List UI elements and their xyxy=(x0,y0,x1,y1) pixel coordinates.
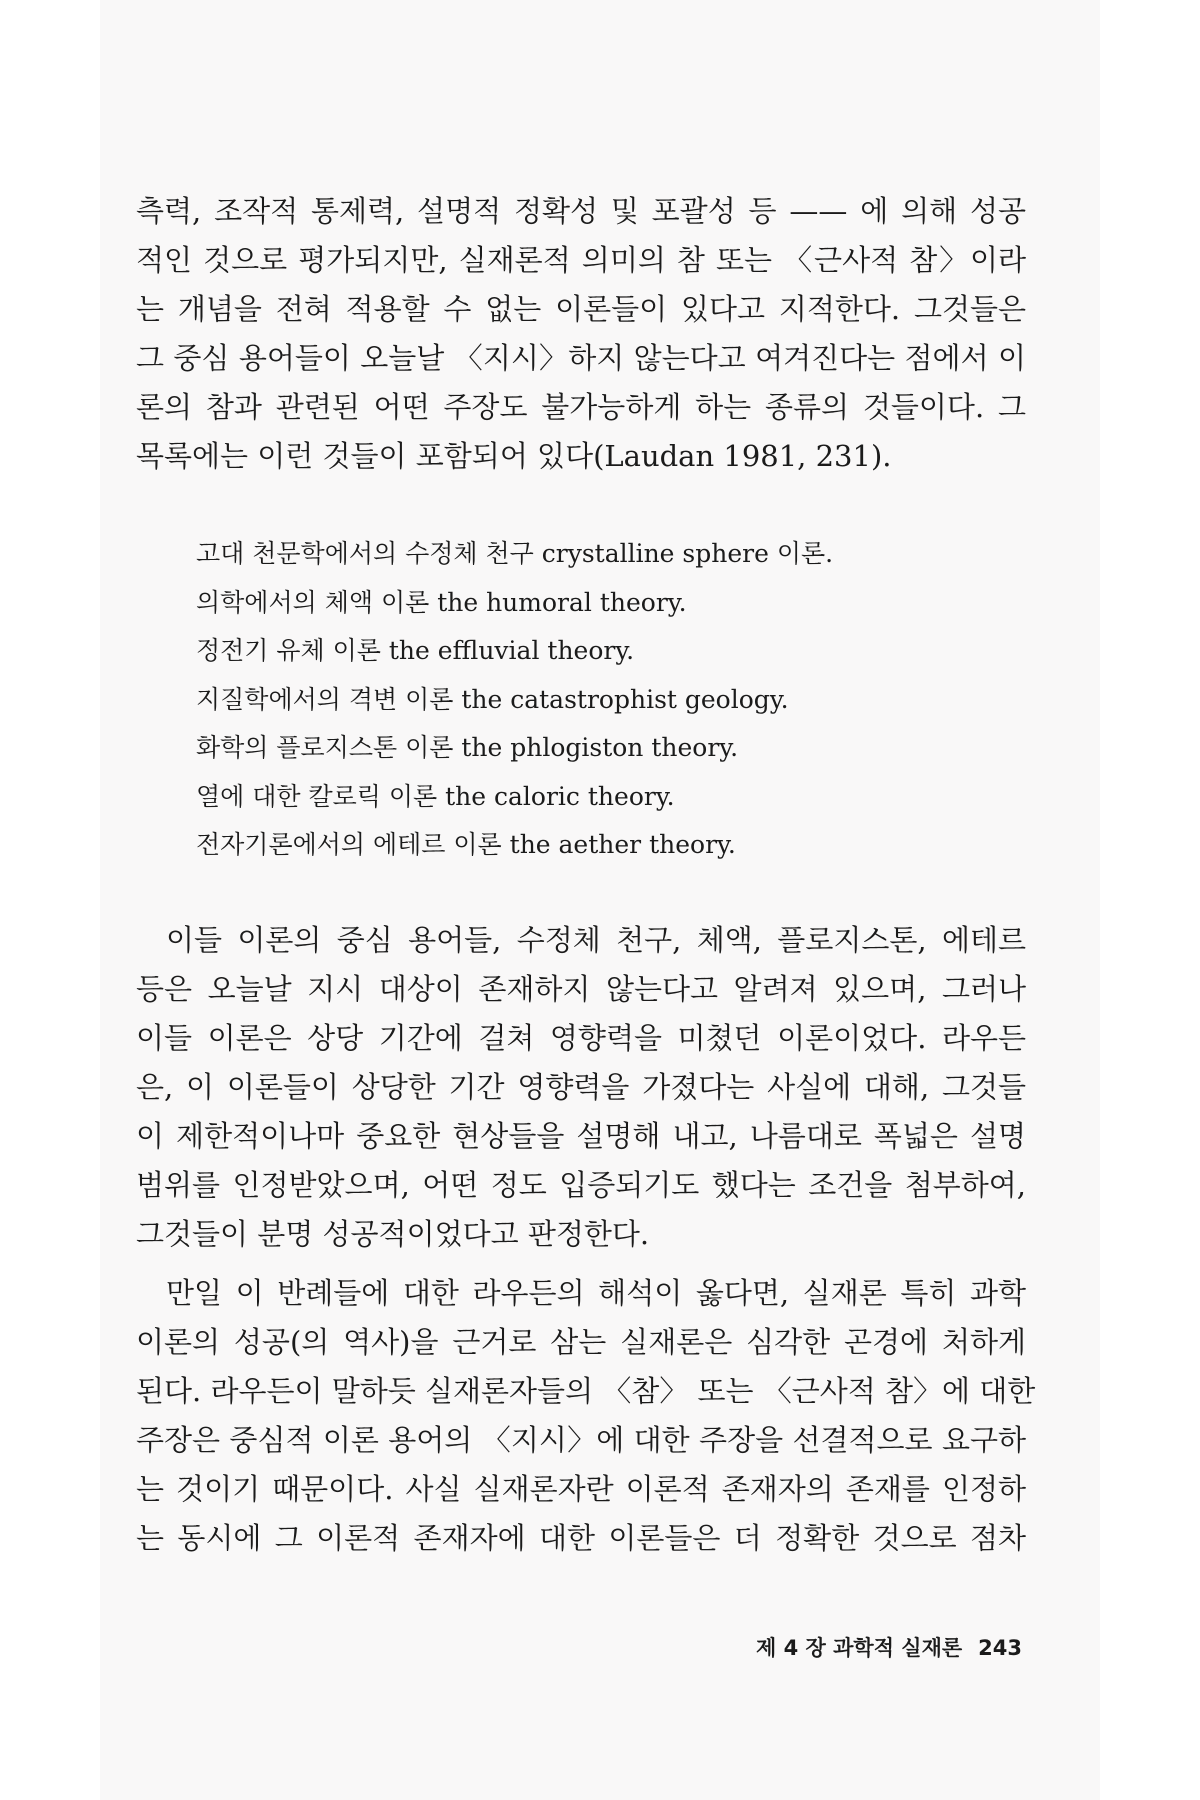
list-item: 지질학에서의 격변 이론 the catastrophist geology. xyxy=(196,684,789,714)
text-line: 목록에는 이런 것들이 포함되어 있다(Laudan 1981, 231). xyxy=(136,439,892,473)
paragraph-3 xyxy=(136,1269,1036,1563)
text-line: 이들 이론은 상당 기간에 걸쳐 영향력을 미쳤던 이론이었다. 라우든 xyxy=(136,1021,1026,1055)
list-item: 정전기 유체 이론 the effluvial theory. xyxy=(196,636,635,665)
text-line: 이론의 성공(의 역사)을 근거로 삼는 실재론은 심각한 곤경에 처하게 xyxy=(136,1325,1026,1359)
page-footer xyxy=(756,1632,1022,1662)
text-line: 론의 참과 관련된 어떤 주장도 불가능하게 하는 종류의 것들이다. 그 xyxy=(136,390,1026,424)
text-line: 그 중심 용어들이 오늘날 〈지시〉하지 않는다고 여겨진다는 점에서 이 xyxy=(136,341,1026,375)
text-line: 는 것이기 때문이다. 사실 실재론자란 이론적 존재자의 존재를 인정하 xyxy=(136,1472,1026,1506)
running-head: 제 4 장 과학적 실재론 xyxy=(756,1636,963,1660)
text-line: 만일 이 반례들에 대한 라우든의 해석이 옳다면, 실재론 특히 과학 xyxy=(166,1276,1026,1310)
example-list xyxy=(196,530,833,870)
text-line: 측력, 조작적 통제력, 설명적 정확성 및 포괄성 등 —— 에 의해 성공 xyxy=(136,194,1026,228)
text-line: 등은 오늘날 지시 대상이 존재하지 않는다고 알려져 있으며, 그러나 xyxy=(136,972,1026,1006)
paragraph-2 xyxy=(136,916,1026,1259)
list-item: 의학에서의 체액 이론 the humoral theory. xyxy=(196,587,687,617)
text-line: 범위를 인정받았으며, 어떤 정도 입증되기도 했다는 조건을 첨부하여, xyxy=(136,1168,1026,1202)
text-line: 적인 것으로 평가되지만, 실재론적 의미의 참 또는 〈근사적 참〉이라 xyxy=(136,243,1026,277)
text-line: 된다. 라우든이 말하듯 실재론자들의 〈참〉 또는 〈근사적 참〉에 대한 xyxy=(136,1374,1036,1408)
list-item: 화학의 플로지스톤 이론 the phlogiston theory. xyxy=(196,733,739,762)
text-line: 는 개념을 전혀 적용할 수 없는 이론들이 있다고 지적한다. 그것들은 xyxy=(136,292,1026,326)
page-number: 243 xyxy=(978,1636,1022,1660)
paragraph-1 xyxy=(136,187,1026,481)
text-line: 이들 이론의 중심 용어들, 수정체 천구, 체액, 플로지스톤, 에테르 xyxy=(166,923,1026,957)
text-line: 는 동시에 그 이론적 존재자에 대한 이론들은 더 정확한 것으로 점차 xyxy=(136,1521,1026,1555)
list-item: 전자기론에서의 에테르 이론 the aether theory. xyxy=(196,830,736,859)
text-line: 이 제한적이나마 중요한 현상들을 설명해 내고, 나름대로 폭넓은 설명 xyxy=(136,1119,1026,1153)
text-line: 주장은 중심적 이론 용어의 〈지시〉에 대한 주장을 선결적으로 요구하 xyxy=(136,1423,1026,1457)
text-line: 은, 이 이론들이 상당한 기간 영향력을 가졌다는 사실에 대해, 그것들 xyxy=(136,1070,1026,1104)
list-item: 열에 대한 칼로릭 이론 the caloric theory. xyxy=(196,781,675,811)
list-item: 고대 천문학에서의 수정체 천구 crystalline sphere 이론. xyxy=(196,539,834,568)
text-line: 그것들이 분명 성공적이었다고 판정한다. xyxy=(136,1217,650,1251)
